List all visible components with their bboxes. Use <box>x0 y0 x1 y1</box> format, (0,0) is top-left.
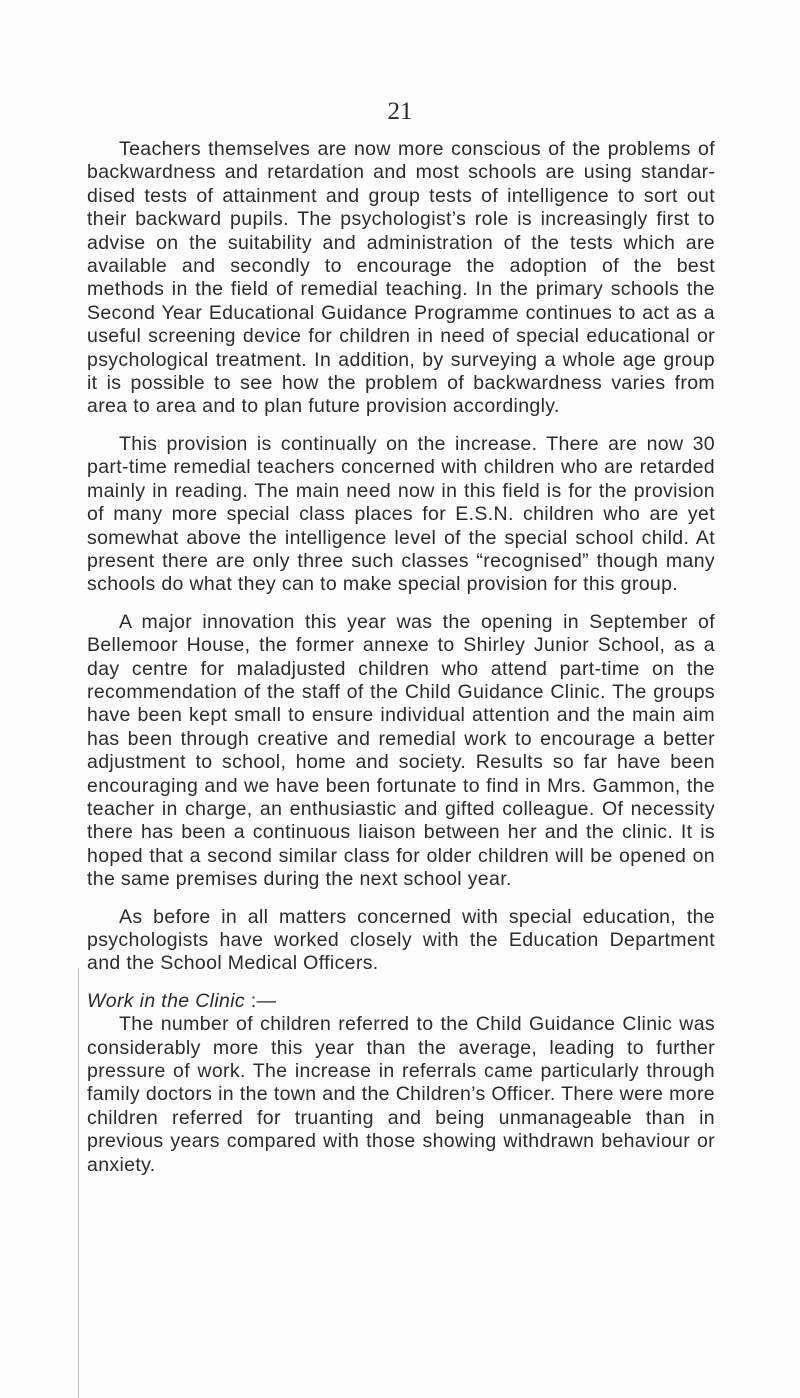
section-heading-suffix: :— <box>245 989 277 1012</box>
page-number: 21 <box>387 98 413 125</box>
section-heading-work-in-clinic <box>87 990 715 1013</box>
body-text <box>87 138 715 1177</box>
margin-mark <box>78 968 79 1398</box>
paragraph-bellemoor-house: A major innovation this year was the opening in September of Bellemoor House, the former annexe to Shirley Junior School, as a day centre for maladjusted children who attend part-time on the recommendation of the staff of the Child Guidance Clinic. The groups have been kept small to ensure individual attention and the main aim has been through creative and remedial work to encourage a better adjustment to school, home and society. Results so far have been encouraging and we have been fortunate to find in Mrs. Gammon, the teacher in charge, an enthusiastic and gifted colleague. Of necessity there has been a continuous liaison between her and the clinic. It is hoped that a second similar class for older children will be opened on the same premises during the next school year. <box>87 610 715 891</box>
paragraph-backwardness: Teachers themselves are now more conscious of the problems of backwardness and retardation and most schools are using standardised tests of attainment and group tests of intelligence to sort out their backward pupils. The psychologist’s role is increasingly first to advise on the suitability and administration of the tests which are available and secondly to encourage the adoption of the best methods in the field of remedial teaching. In the primary schools the Second Year Educational Guidance Programme continues to act as a useful screening device for children in need of special educational or psychological treatment. In addition, by surveying a whole age group it is possible to see how the problem of backwardness varies from area to area and to plan future provision accordingly. <box>87 138 715 418</box>
paragraph-special-education: As before in all matters concerned with special education, the psychologists have worked closely with the Education Department and the School Medical Officers. <box>87 905 715 975</box>
paragraph-clinic-referrals: The number of children referred to the Child Guidance Clinic was considerably more this year than the average, leading to further pressure of work. The increase in referrals came particularly through family doctors in the town and the Children’s Officer. There were more children referred for truanting and being unmanageable than in previous years compared with those showing withdrawn behaviour or anxiety. <box>87 1013 715 1176</box>
section-heading-title: Work in the Clinic <box>87 989 246 1012</box>
paragraph-remedial-provision: This provision is continually on the increase. There are now 30 part-time remedial teachers concerned with children who are retarded mainly in reading. The main need now in this field is for the provision of many more special class places for E.S.N. children who are yet somewhat above the intelligence level of the special school child. At present there are only three such classes “recognised” though many schools do what they can to make special provision for this group. <box>87 432 715 596</box>
